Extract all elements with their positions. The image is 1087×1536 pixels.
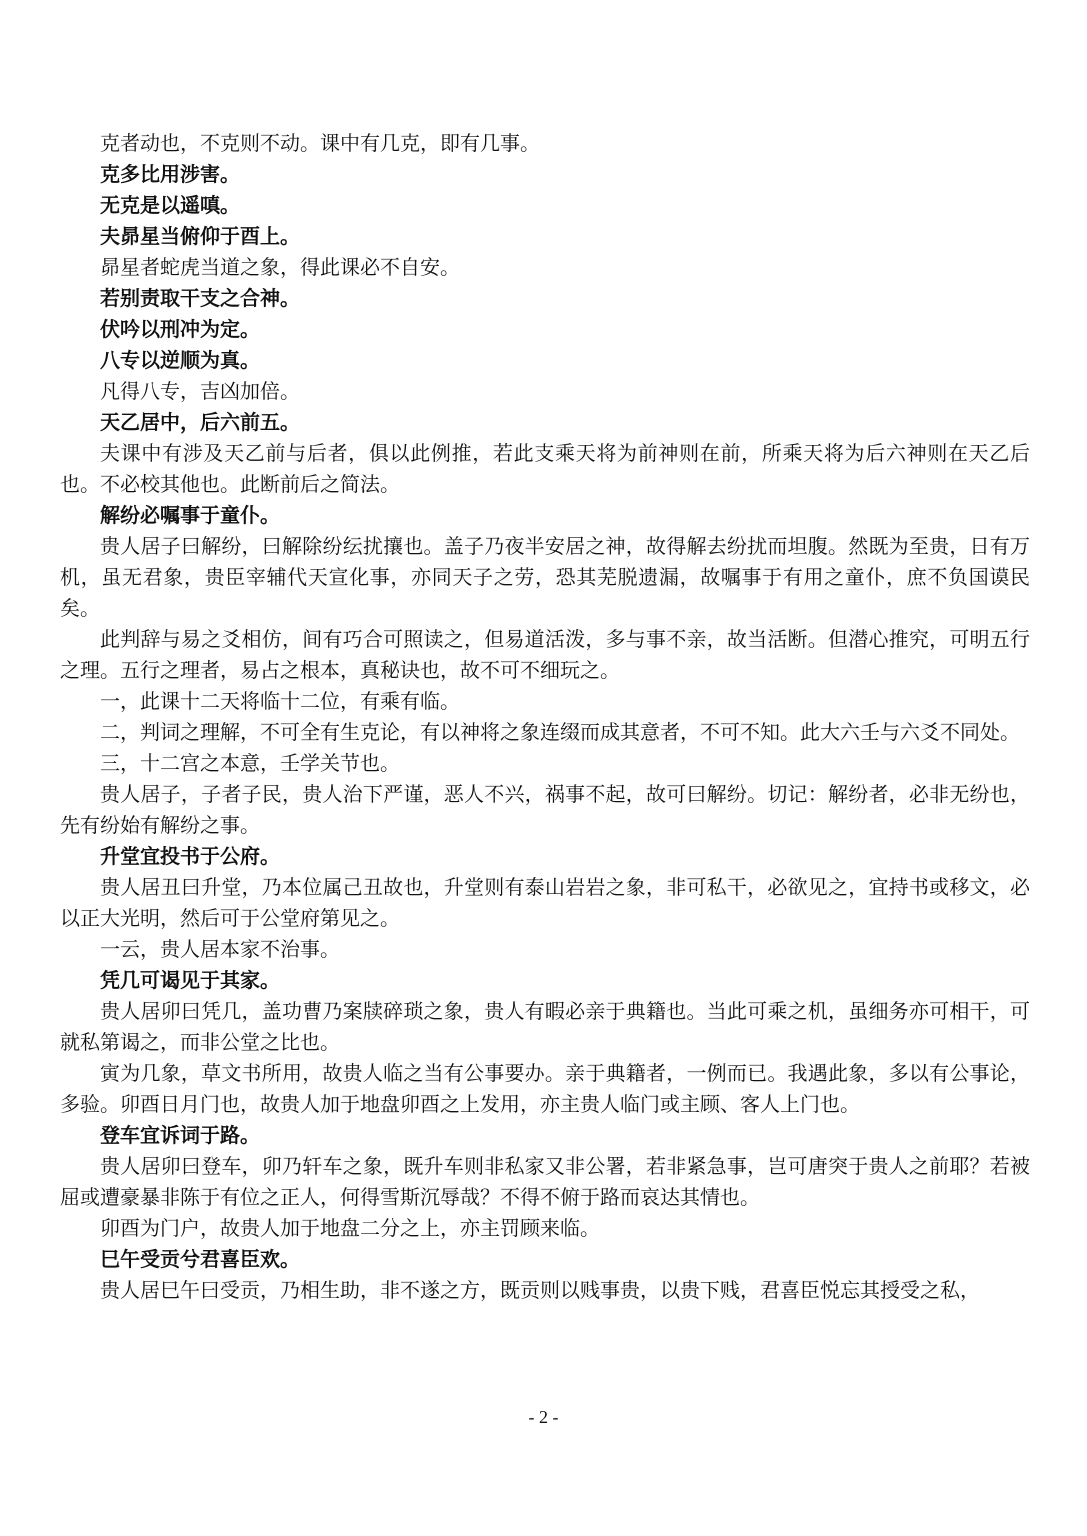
section-heading: 解纷必嘱事于童仆。 xyxy=(100,503,280,527)
body-paragraph: 贵人居卯曰登车，卯乃轩车之象，既升车则非私家又非公署，若非紧急事，岂可唐突于贵人之前耶？若被屈或遭豪暴非陈于有位之正人，何得雪斯沉辱哉？不得不俯于路而哀达其情也。 xyxy=(60,1154,1030,1209)
body-paragraph: 卯酉为门户，故贵人加于地盘二分之上，亦主罚顾来临。 xyxy=(100,1216,600,1240)
body-paragraph: 一，此课十二天将临十二位，有乘有临。 xyxy=(100,689,460,713)
section-heading: 无克是以遥嗔。 xyxy=(100,193,240,217)
body-paragraph: 克者动也，不克则不动。课中有几克，即有几事。 xyxy=(100,131,540,155)
section-heading: 登车宜诉词于路。 xyxy=(100,1123,260,1147)
body-paragraph: 夫课中有涉及天乙前与后者，俱以此例推，若此支乘天将为前神则在前，所乘天将为后六神则在天乙后也。不必校其他也。此断前后之简法。 xyxy=(60,441,1030,496)
body-paragraph: 贵人居子，子者子民，贵人治下严谨，恶人不兴，祸事不起，故可曰解纷。切记：解纷者，必非无纷也，先有纷始有解纷之事。 xyxy=(60,782,1030,837)
body-paragraph: 二，判词之理解，不可全有生克论，有以神将之象连缀而成其意者，不可不知。此大六壬与六爻不同处。 xyxy=(100,720,1020,744)
body-paragraph: 贵人居丑曰升堂，乃本位属己丑故也，升堂则有泰山岩岩之象，非可私干，必欲见之，宜持书或移文，必以正大光明，然后可于公堂府第见之。 xyxy=(60,875,1030,930)
body-paragraph: 寅为几象，草文书所用，故贵人临之当有公事要办。亲于典籍者，一例而已。我遇此象，多以有公事论，多验。卯酉日月门也，故贵人加于地盘卯酉之上发用，亦主贵人临门或主顾、客人上门也。 xyxy=(60,1061,1030,1116)
section-heading: 八专以逆顺为真。 xyxy=(100,348,260,372)
body-paragraph: 此判辞与易之爻相仿，间有巧合可照读之，但易道活泼，多与事不亲，故当活断。但潜心推究，可明五行之理。五行之理者，易占之根本，真秘诀也，故不可不细玩之。 xyxy=(60,627,1030,682)
section-heading: 巳午受贡兮君喜臣欢。 xyxy=(100,1247,300,1271)
page-number: - 2 - xyxy=(528,1407,559,1427)
body-paragraph: 昴星者蛇虎当道之象，得此课必不自安。 xyxy=(100,255,460,279)
section-heading: 升堂宜投书于公府。 xyxy=(100,844,280,868)
body-paragraph: 一云，贵人居本家不治事。 xyxy=(100,937,340,961)
body-paragraph: 贵人居卯曰凭几，盖功曹乃案牍碎琐之象，贵人有暇必亲于典籍也。当此可乘之机，虽细务亦可相干，可就私第谒之，而非公堂之比也。 xyxy=(60,999,1030,1054)
body-paragraph: 贵人居巳午曰受贡，乃相生助，非不遂之方，既贡则以贱事贵，以贵下贱，君喜臣悦忘其授受之私， xyxy=(100,1278,980,1302)
body-paragraph: 三，十二宫之本意，壬学关节也。 xyxy=(100,751,400,775)
section-heading: 夫昴星当俯仰于酉上。 xyxy=(100,224,300,248)
document-body xyxy=(60,128,1030,1306)
body-paragraph: 凡得八专，吉凶加倍。 xyxy=(100,379,300,403)
section-heading: 若别责取干支之合神。 xyxy=(100,286,300,310)
body-paragraph: 贵人居子曰解纷，曰解除纷纭扰攘也。盖子乃夜半安居之神，故得解去纷扰而坦腹。然既为至贵，日有万机，虽无君象，贵臣宰辅代天宣化事，亦同天子之劳，恐其芜脱遗漏，故嘱事于有用之童仆，庶不负国谟民矣。 xyxy=(60,534,1030,620)
section-heading: 凭几可谒见于其家。 xyxy=(100,968,280,992)
section-heading: 克多比用涉害。 xyxy=(100,162,240,186)
section-heading: 伏吟以刑冲为定。 xyxy=(100,317,260,341)
section-heading: 天乙居中，后六前五。 xyxy=(100,410,300,434)
